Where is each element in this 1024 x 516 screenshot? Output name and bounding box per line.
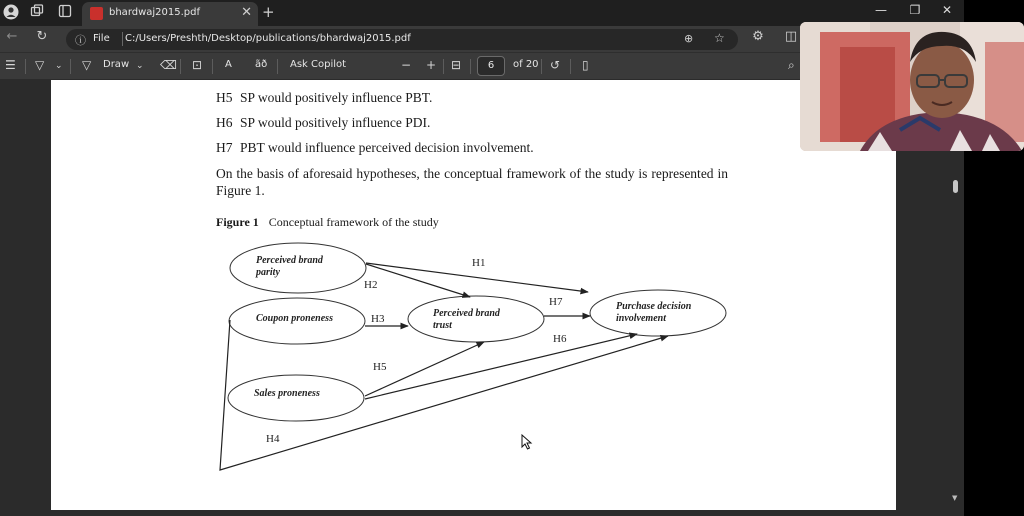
toolbar-divider <box>212 59 213 74</box>
label-sales: Sales proneness <box>254 388 320 399</box>
label-pbt-line1: Perceived brand <box>433 308 500 319</box>
draw-button[interactable]: Draw <box>103 59 130 70</box>
label-pbp-line1: Perceived brand <box>256 255 323 266</box>
label-pbp-line2: parity <box>256 267 280 278</box>
figure-caption-text: Conceptual framework of the study <box>268 215 439 229</box>
label-h5: H5 <box>373 361 387 373</box>
rotate-icon[interactable]: ↺ <box>550 58 561 72</box>
address-bar[interactable] <box>66 29 738 50</box>
scroll-down-icon[interactable]: ▼ <box>952 494 958 502</box>
extensions-icon[interactable]: ⚙ <box>752 29 764 44</box>
pdf-page <box>51 80 896 510</box>
address-url[interactable]: C:/Users/Preshth/Desktop/publications/bhardwaj2015.pdf <box>125 33 411 44</box>
tab-close-icon[interactable]: ✕ <box>241 5 252 20</box>
hypothesis-text: SP would positively influence PBT. <box>240 90 433 105</box>
contents-icon[interactable]: ☰ <box>5 58 16 72</box>
body-paragraph: On the basis of aforesaid hypotheses, the conceptual framework of the study is represented in Figure 1. <box>216 166 728 198</box>
pdf-file-icon <box>90 7 103 20</box>
hypothesis-number: H6 <box>216 115 233 130</box>
node-perceived-brand-trust <box>408 296 544 342</box>
address-scheme-label: File <box>93 33 110 44</box>
label-coupon: Coupon proneness <box>256 313 333 324</box>
draw-icon[interactable]: ▽ <box>82 58 92 72</box>
label-pdi-line1: Purchase decision <box>616 301 692 312</box>
minimize-button[interactable]: — <box>875 3 887 17</box>
label-pdi-line2: involvement <box>616 313 666 324</box>
toolbar-divider <box>470 59 471 74</box>
zoom-out-icon[interactable]: − <box>401 58 412 72</box>
zoom-in-icon[interactable]: + <box>426 58 437 72</box>
label-h6: H6 <box>553 333 567 345</box>
page-view-icon[interactable]: ▯ <box>582 58 589 72</box>
tab-actions-icon[interactable] <box>56 4 74 22</box>
workspaces-icon[interactable] <box>28 4 46 22</box>
toolbar-divider <box>25 59 26 74</box>
label-h1: H1 <box>472 257 486 269</box>
label-h2: H2 <box>364 279 378 291</box>
hypothesis-text: PBT would influence perceived decision involvement. <box>240 140 534 155</box>
edge-h2 <box>366 264 470 297</box>
presenter-video-image <box>800 22 1024 151</box>
hypothesis-number: H5 <box>216 90 233 105</box>
eraser-icon[interactable]: ⌫ <box>160 58 177 72</box>
address-divider <box>122 32 123 46</box>
back-arrow-icon[interactable]: ← <box>6 29 18 44</box>
draw-dropdown-icon[interactable]: ⌄ <box>136 61 144 71</box>
label-h3: H3 <box>371 313 385 325</box>
toolbar-divider <box>443 59 444 74</box>
ask-copilot-button[interactable]: Ask Copilot <box>290 59 347 70</box>
search-icon[interactable]: ⌕ <box>788 58 795 72</box>
toolbar-divider <box>541 59 542 74</box>
highlight-dropdown-icon[interactable]: ⌄ <box>55 61 63 71</box>
figure-label: Figure 1 <box>216 215 259 229</box>
fit-page-icon[interactable]: ⊟ <box>451 58 462 72</box>
mouse-cursor-icon <box>521 434 533 450</box>
new-tab-button[interactable]: + <box>262 3 275 21</box>
site-info-icon[interactable]: ⓘ <box>75 34 86 47</box>
refresh-icon[interactable]: ↻ <box>36 29 48 44</box>
scroll-thumb[interactable] <box>953 180 958 193</box>
edge-h6 <box>365 334 637 399</box>
node-perceived-brand-parity <box>230 243 366 293</box>
add-text-icon[interactable]: ⊡ <box>192 58 203 72</box>
toolbar-divider <box>70 59 71 74</box>
zoom-icon[interactable]: ⊕ <box>684 32 694 45</box>
highlight-icon[interactable]: ▽ <box>35 58 45 72</box>
read-aloud-button[interactable]: ãð <box>255 59 268 70</box>
hypothesis-number: H7 <box>216 140 233 155</box>
page-total-label: of 20 <box>513 59 539 70</box>
label-h4: H4 <box>266 433 280 445</box>
toolbar-divider <box>180 59 181 74</box>
toolbar-divider <box>277 59 278 74</box>
webcam-overlay <box>800 22 1024 151</box>
label-pbt-line2: trust <box>433 320 452 331</box>
favorite-star-icon[interactable]: ☆ <box>714 31 725 45</box>
hypothesis-text: SP would positively influence PDI. <box>240 115 431 130</box>
tab-active[interactable] <box>82 2 258 26</box>
page-number-input[interactable]: 6 <box>477 56 505 76</box>
window-close-button[interactable]: ✕ <box>941 3 953 17</box>
toolbar-divider <box>570 59 571 74</box>
split-screen-icon[interactable]: ◫ <box>784 29 798 44</box>
restore-button[interactable]: ❐ <box>909 3 921 17</box>
profile-icon[interactable] <box>2 4 20 22</box>
tab-title: bhardwaj2015.pdf <box>109 7 201 18</box>
text-options-button[interactable]: A <box>225 59 232 70</box>
label-h7: H7 <box>549 296 563 308</box>
conceptual-framework-diagram <box>51 80 896 510</box>
